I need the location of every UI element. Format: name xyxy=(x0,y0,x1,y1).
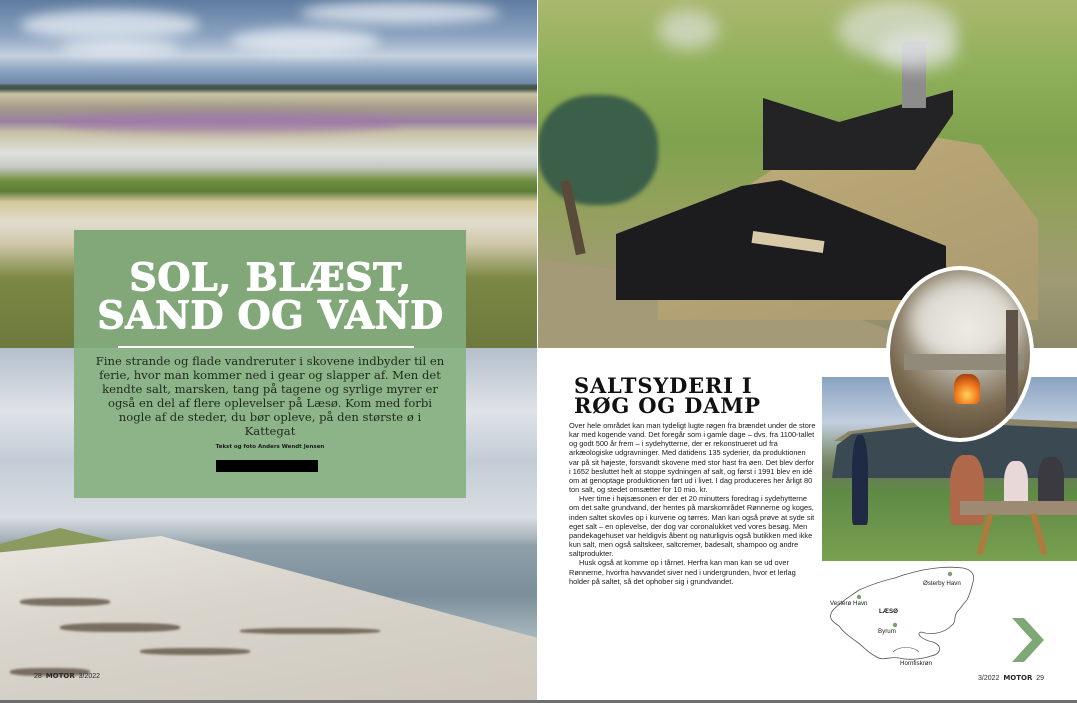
title-line-1: SALTSYDERI I xyxy=(574,373,753,398)
map-label-island: LÆSØ xyxy=(879,608,898,615)
magazine-name: MOTOR xyxy=(45,672,75,680)
left-page xyxy=(0,0,537,700)
map-label-vestero-havn: Vesterø Havn xyxy=(830,600,868,607)
byline: Tekst og foto Anders Wendt Jensen xyxy=(215,444,325,450)
feature-title-box xyxy=(74,230,466,498)
title-line-2: RØG OG DAMP xyxy=(574,393,761,418)
island-outline-icon xyxy=(823,562,983,672)
paragraph: Husk også at komme op i tårnet. Herfra kan man kan se ud over Rønnerne, hvorfra havvandet siver ned i undergrunden, hvor et lerlag holder på saltet, så det ophober sig i grundvandet. xyxy=(569,558,796,586)
map-label-hornfiskron: Hornfiskrøn xyxy=(900,660,932,667)
headline-line-1: SOL, BLÆST, xyxy=(128,254,412,299)
photo-salt-boiling-inset xyxy=(886,266,1034,442)
chevron-right-icon xyxy=(1012,618,1044,662)
headline-divider xyxy=(118,346,414,348)
magazine-name: MOTOR xyxy=(1003,674,1033,682)
map-label-byrum: Byrum xyxy=(878,628,896,635)
fire xyxy=(954,374,980,404)
feature-lede: Fine strande og flade vandreruter i skovene indbyder til en ferie, hvor man kommer ned i gear og slapper af. Men det kendte salt, marsken, tang på tagene og syrlige myrer er også en del af flere oplevelser på Læsø. Kom med forbi nogle af de steder, du bør opleve, på den største ø i Kattegat xyxy=(95,354,445,438)
paragraph: Over hele området kan man tydeligt lugte røgen fra brændet under de store kar med kogende vand. Det foregår som i gamle dage – dvs. fra 1100-tallet og godt 500 år frem – i sydehytterne, der er rekonstrueret ud fra arkæologiske udgravninger. Med datidens 135 syderier, da produktionen var på sit højeste, forsvandt skovene med stor hast fra øen. Det blev derfor i 1652 besluttet helt at stoppe sydningen af salt, og først i 1991 blev en idé om at genoptage produktionen ført ud i livet. I dag produceres her årligt 80 ton salt, og stedet omsætter for 10 mio. kr. xyxy=(569,421,816,495)
page-number: 29 xyxy=(1036,675,1045,682)
folio-left xyxy=(34,672,100,680)
right-page xyxy=(538,0,1077,700)
paragraph: Hver time i højsæsonen er der et 20 minutters foredrag i sydehytterne om det salte grundvand, der hentes på marskområdet Rønnerne og koges, inden saltet skovles op i kurvene og tørres. Man kan også prøve at syde sit eget salt – en oplevelse, der dog var coronalukket ved vores besøg. Men pandekagehuset var heldigvis åbent og naturligvis også butikken med ikke kun salt, men også saltskeer, saltcremer, badesalt, shampoo og andre saltprodukter. xyxy=(569,494,815,559)
article-body xyxy=(569,421,817,586)
redaction-bar xyxy=(216,460,318,472)
feature-headline xyxy=(74,254,466,337)
folio-right xyxy=(978,674,1044,682)
issue-number: 3/2022 xyxy=(978,675,1000,682)
pine-tree xyxy=(538,95,658,205)
issue-number: 3/2022 xyxy=(78,673,101,680)
laeso-map xyxy=(823,562,983,672)
map-label-osterby-havn: Østerby Havn xyxy=(923,580,961,587)
article-title xyxy=(574,373,814,418)
page-number: 28 xyxy=(34,673,42,680)
headline-line-2: SAND OG VAND xyxy=(96,292,444,337)
